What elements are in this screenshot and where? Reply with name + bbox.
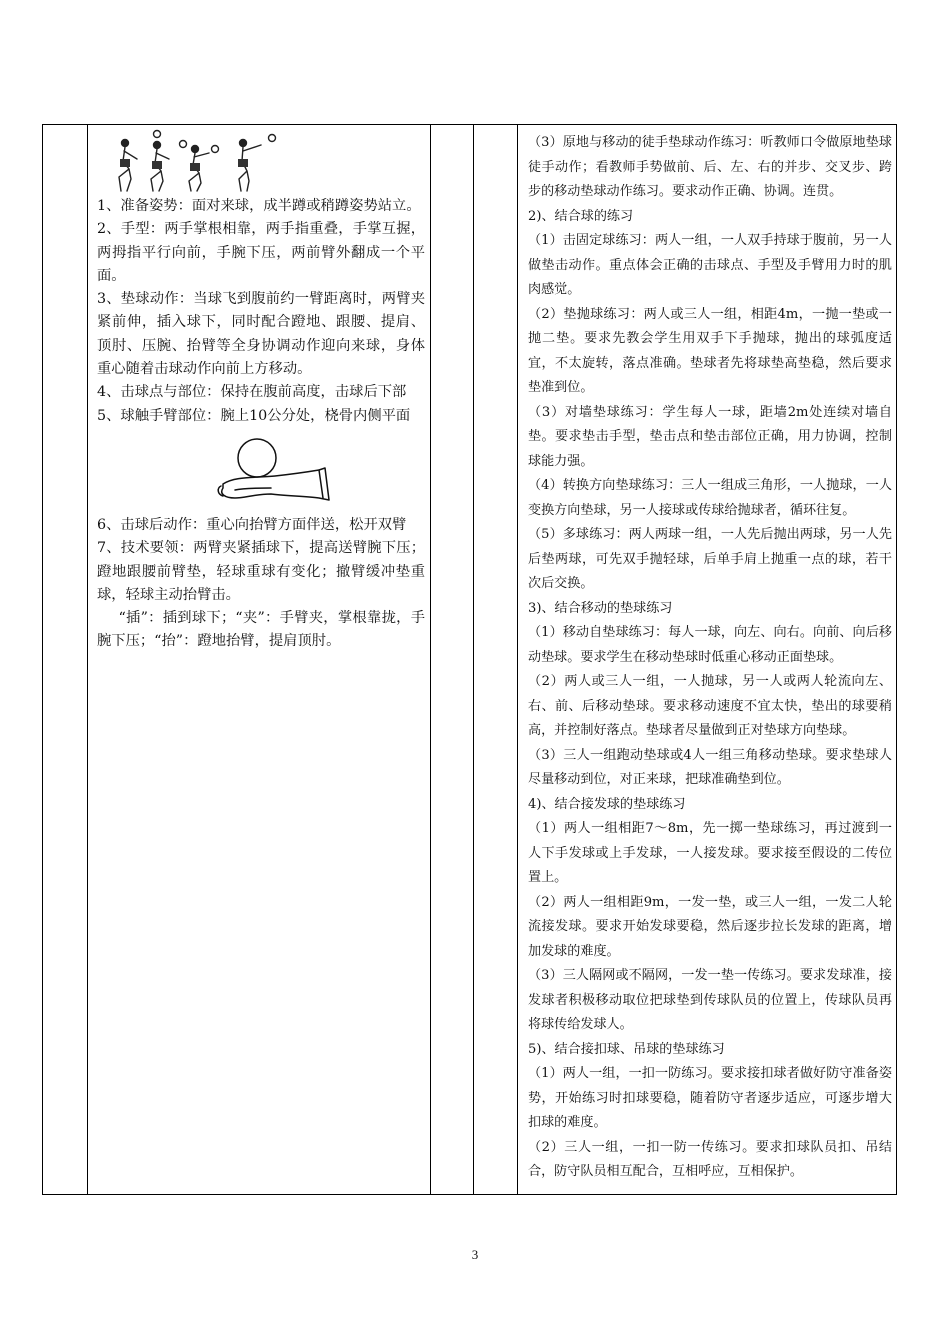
practice-item: （5）多球练习：两人两球一组，一人先后抛出两球，另一人先后垫两球，可先双手抛轻球，后单手肩上抛重一点的球，若干次后交换。 xyxy=(528,527,892,591)
practice-item: （1）两人一组，一扣一防练习。要求接扣球者做好防守准备姿势，开始练习时扣球要稳，随着防守者逐步适应，可逐步增大扣球的难度。 xyxy=(528,1066,892,1130)
table-divider xyxy=(87,125,88,1194)
practice-heading: 4)、结合接发球的垫球练习 xyxy=(528,796,686,812)
practice-heading: 5)、结合接扣球、吊球的垫球练习 xyxy=(528,1041,725,1057)
practice-item: （1）移动自垫球练习：每人一球，向左、向右。向前、向后移动垫球。要求学生在移动垫球时低重心移动正面垫球。 xyxy=(528,625,892,665)
table-divider xyxy=(473,125,474,1194)
practice-column xyxy=(520,125,898,1185)
practice-heading: 2)、结合球的练习 xyxy=(528,208,634,224)
practice-item: （3）三人一组跑动垫球或4人一组三角移动垫球。要求垫球人尽量移动到位，对正来球，把球准确垫到位。 xyxy=(528,747,892,787)
practice-item: （1）两人一组相距7～8m，先一掷一垫球练习，再过渡到一人下手发球或上手发球，一人接发球。要求接至假设的二传位置上。 xyxy=(528,821,892,885)
practice-item: （1）击固定球练习：两人一组，一人双手持球于腹前，另一人做垫击动作。重点体会正确的击球点、手型及手臂用力时的肌肉感觉。 xyxy=(528,233,892,297)
practice-item: （2）三人一组，一扣一防一传练习。要求扣球队员扣、吊结合，防守队员相互配合，互相呼应，互相保护。 xyxy=(528,1139,892,1179)
practice-heading: 3)、结合移动的垫球练习 xyxy=(528,600,673,616)
table-divider xyxy=(517,125,518,1194)
bump-sequence-figure xyxy=(111,129,281,195)
technique-column xyxy=(91,125,431,654)
practice-item: （3）三人隔网或不隔网，一发一垫一传练习。要求发球准，接发球者积极移动取位把球垫到传球队员的位置上，传球队员再将球传给发球人。 xyxy=(528,968,892,1032)
page-number: 3 xyxy=(471,1247,479,1262)
step-contact-area: 5、球触手臂部位：腕上10公分处，桡骨内侧平面 xyxy=(97,407,411,424)
practice-item: （3）对墙垫球练习：学生每人一球，距墙2m处连续对墙自垫。要求垫击手型，垫击点和垫击部位正确，用力协调，控制球能力强。 xyxy=(528,404,892,469)
step-ready-stance: 1、准备姿势：面对来球，成半蹲或稍蹲姿势站立。 xyxy=(97,198,421,214)
step-key-points: 7、技术要领：两臂夹紧插球下，提高送臂腕下压；蹬地跟腰前臂垫，轻球重球有变化；撤臂缓冲垫重球，轻球主动抬臂击。 xyxy=(97,540,425,603)
step-hand-shape: 2、手型：两手掌根相靠，两手指重叠，手掌互握，两拇指平行向前，手腕下压，两前臂外翻成一个平面。 xyxy=(97,221,425,284)
lesson-table xyxy=(42,124,897,1195)
practice-item: （2）垫抛球练习：两人或三人一组，相距4m，一抛一垫或一抛二垫。要求先教会学生用双手下手抛球，抛出的球弧度适宜，不太旋转，落点准确。垫球者先将球垫高垫稳，然后要求垫准到位。 xyxy=(528,306,892,395)
step-follow-through: 6、击球后动作：重心向抬臂方面伴送，松开双臂 xyxy=(97,516,407,533)
step-mnemonic: “插”：插到球下；“夹”：手臂夹，掌根靠拢，手腕下压；“抬”：蹬地抬臂，提肩顶肘。 xyxy=(97,610,425,650)
forearm-contact-figure xyxy=(215,438,335,504)
practice-item: （2）两人或三人一组，一人抛球，另一人或两人轮流向左、右、前、后移动垫球。要求移动速度不宜太快，垫出的球要稍高，并控制好落点。垫球者尽量做到正对垫球方向垫球。 xyxy=(528,674,892,738)
practice-item: （3）原地与移动的徒手垫球动作练习：听教师口令做原地垫球徒手动作；看教师手势做前、后、左、右的并步、交叉步、跨步的移动垫球动作练习。要求动作正确、协调。连贯。 xyxy=(528,135,892,199)
practice-item: （4）转换方向垫球练习：三人一组成三角形，一人抛球，一人变换方向垫球，另一人接球或传球给抛球者，循环往复。 xyxy=(528,478,892,518)
step-contact-point: 4、击球点与部位：保持在腹前高度，击球后下部 xyxy=(97,384,407,401)
step-bump-action: 3、垫球动作：当球飞到腹前约一臂距离时，两臂夹紧前伸，插入球下，同时配合蹬地、跟腰、提肩、顶肘、压腕、抬臂等全身协调动作迎向来球，身体重心随着击球动作向前上方移动。 xyxy=(97,291,425,378)
practice-item: （2）两人一组相距9m，一发一垫，或三人一组，一发二人轮流接发球。要求开始发球要稳，然后逐步拉长发球的距离，增加发球的难度。 xyxy=(528,894,892,959)
